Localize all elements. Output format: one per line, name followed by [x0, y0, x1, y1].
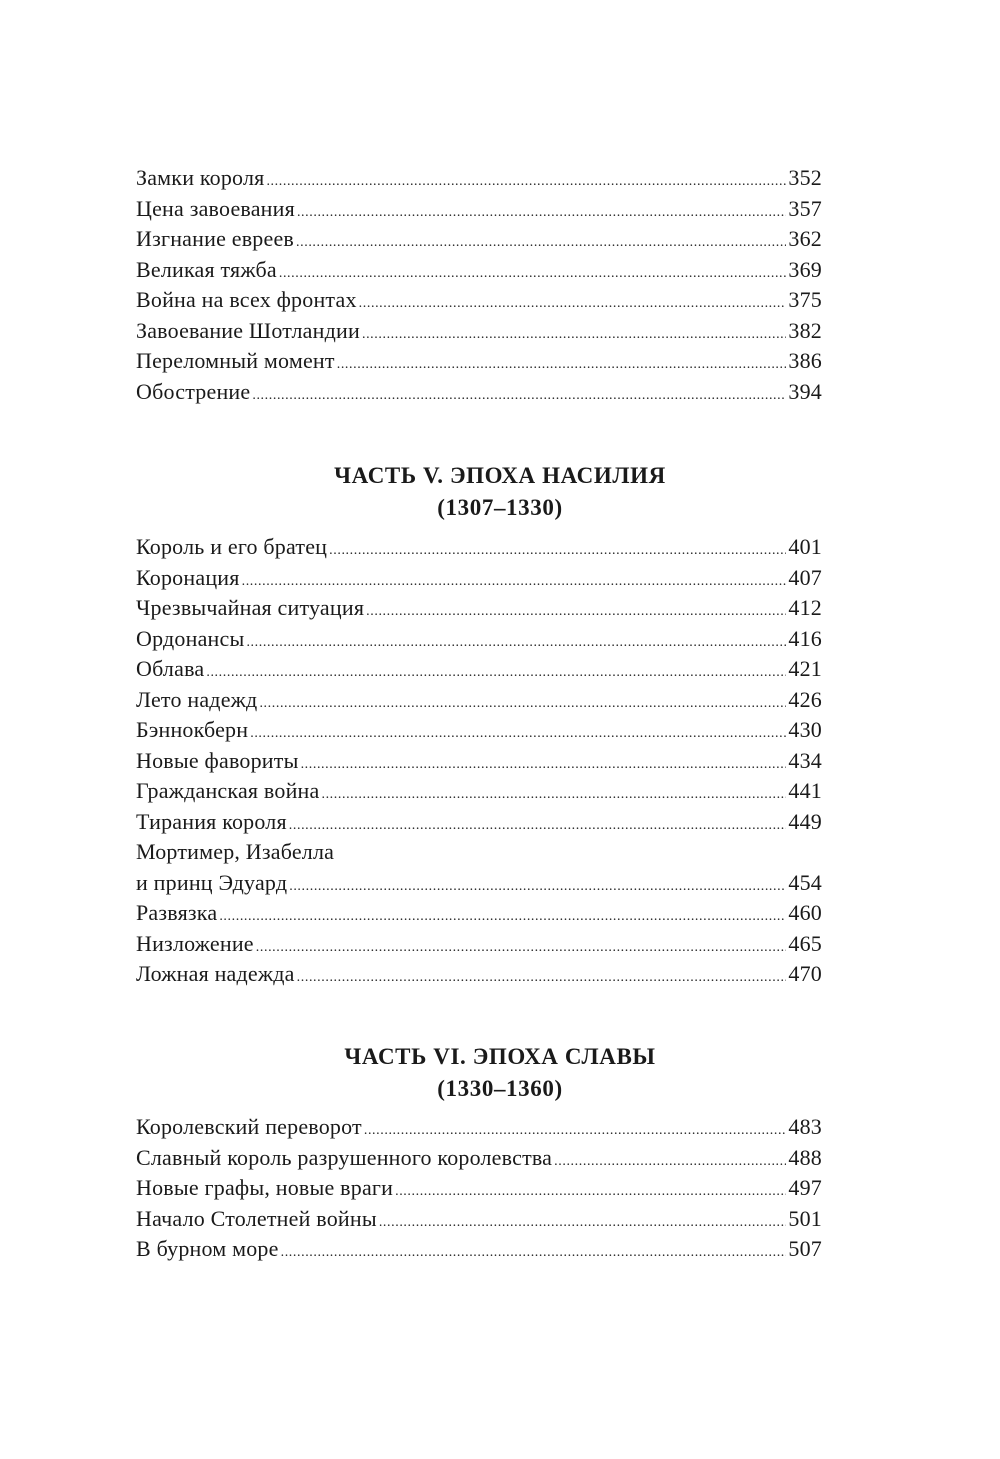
toc-list-top — [136, 163, 822, 407]
toc-entry-page: 488 — [788, 1144, 822, 1170]
leader-dots — [554, 1147, 786, 1178]
leader-dots — [337, 350, 787, 381]
toc-entry-page: 369 — [788, 256, 822, 282]
leader-dots — [366, 597, 786, 628]
toc-entry-title: Ордонансы — [136, 625, 245, 651]
toc-list-part-5 — [136, 532, 822, 990]
toc-entry — [136, 224, 822, 255]
toc-entry-page: 434 — [788, 747, 822, 773]
leader-dots — [359, 289, 787, 320]
toc-entry-page: 470 — [788, 961, 822, 986]
toc-entry — [136, 1173, 822, 1204]
leader-dots — [289, 811, 787, 842]
toc-entry-page: 507 — [788, 1236, 822, 1261]
leader-dots — [252, 381, 786, 412]
leader-dots — [329, 536, 786, 567]
toc-entry — [136, 532, 822, 563]
toc-entry-page: 449 — [788, 808, 822, 834]
toc-entry-title: Низложение — [136, 930, 254, 956]
leader-dots — [296, 228, 786, 259]
toc-entry — [136, 1234, 822, 1265]
toc-entry-title: Тирания короля — [136, 808, 287, 834]
toc-entry-page: 412 — [788, 595, 822, 620]
leader-dots — [362, 320, 786, 351]
toc-entry-page: 386 — [788, 348, 822, 373]
toc-entry — [136, 563, 822, 594]
toc-entry-page: 375 — [788, 287, 822, 312]
toc-entry-title-line1: Мортимер, Изабелла — [136, 839, 335, 864]
toc-entry-title: Чрезвычайная ситуация — [136, 595, 365, 620]
toc-entry-title: Новые графы, новые враги — [136, 1175, 394, 1200]
toc-entry-title: Облава — [136, 656, 205, 681]
toc-entry — [136, 685, 822, 716]
toc-entry-title: и принц Эдуард — [136, 869, 288, 895]
toc-entry-title: Начало Столетней войны — [136, 1205, 377, 1231]
toc-entry-title: Славный король разрушенного королевства — [136, 1144, 553, 1170]
toc-entry-title: Бэннокберн — [136, 717, 249, 742]
toc-entry-page: 421 — [788, 656, 822, 681]
leader-dots — [395, 1177, 786, 1208]
part-heading — [0, 460, 1000, 524]
toc-entry-page: 382 — [788, 317, 822, 343]
toc-entry-title: Гражданская война — [136, 778, 320, 803]
toc-entry-title: Королевский переворот — [136, 1114, 362, 1139]
toc-entry-title: Изгнание евреев — [136, 226, 295, 251]
toc-entry-title: Великая тяжба — [136, 256, 277, 282]
toc-entry-page: 430 — [788, 717, 822, 742]
toc-entry-title: Развязка — [136, 900, 218, 925]
part-years: (1307–1330) — [437, 495, 563, 520]
leader-dots — [297, 963, 787, 994]
leader-dots — [256, 933, 787, 964]
toc-entry — [136, 316, 822, 347]
toc-entry-page: 407 — [788, 564, 822, 590]
toc-entry-title: Завоевание Шотландии — [136, 317, 360, 343]
toc-entry-page: 362 — [788, 226, 822, 251]
leader-dots — [219, 902, 786, 933]
toc-entry — [136, 593, 822, 624]
toc-entry — [136, 715, 822, 746]
toc-entry — [136, 959, 822, 990]
toc-entry-title: Король и его братец — [136, 534, 328, 559]
toc-entry-page: 460 — [788, 900, 822, 925]
toc-entry — [136, 1112, 822, 1143]
toc-entry — [136, 654, 822, 685]
toc-entry — [136, 776, 822, 807]
toc-entry — [136, 929, 822, 960]
leader-dots — [206, 658, 786, 689]
toc-entry-page: 426 — [788, 686, 822, 712]
toc-entry — [136, 807, 822, 838]
toc-entry-title: Переломный момент — [136, 348, 335, 373]
toc-entry — [136, 255, 822, 286]
leader-dots — [259, 689, 786, 720]
toc-entry-title: Ложная надежда — [136, 961, 295, 986]
toc-entry — [136, 163, 822, 194]
part-heading — [0, 1041, 1000, 1105]
toc-entry-page: 394 — [788, 378, 822, 404]
toc-entry-title: Цена завоевания — [136, 195, 295, 221]
toc-entry — [136, 898, 822, 929]
toc-entry — [136, 868, 822, 899]
part-title: ЧАСТЬ V. ЭПОХА НАСИЛИЯ — [334, 463, 666, 488]
leader-dots — [246, 628, 786, 659]
toc-entry-page: 352 — [788, 165, 822, 190]
toc-entry-page: 357 — [788, 195, 822, 221]
toc-entry-title: Замки короля — [136, 165, 265, 190]
leader-dots — [301, 750, 787, 781]
toc-entry — [136, 1204, 822, 1235]
toc-entry — [136, 194, 822, 225]
toc-entry-title: Лето надежд — [136, 686, 258, 712]
toc-entry-page: 465 — [788, 930, 822, 956]
toc-entry-page: 401 — [788, 534, 822, 559]
leader-dots — [281, 1238, 787, 1269]
toc-entry-title: Война на всех фронтах — [136, 287, 357, 312]
part-title: ЧАСТЬ VI. ЭПОХА СЛАВЫ — [344, 1044, 656, 1069]
toc-entry — [136, 285, 822, 316]
toc-entry-title: Обострение — [136, 378, 251, 404]
toc-entry — [136, 746, 822, 777]
leader-dots — [289, 872, 786, 903]
toc-list-part-6 — [136, 1112, 822, 1265]
toc-entry — [136, 346, 822, 377]
toc-entry-title: Новые фавориты — [136, 747, 299, 773]
leader-dots — [266, 167, 786, 198]
toc-entry-page: 416 — [788, 625, 822, 651]
leader-dots — [379, 1208, 787, 1239]
leader-dots — [297, 198, 786, 229]
toc-entry-page: 454 — [788, 869, 822, 895]
toc-entry-page: 483 — [788, 1114, 822, 1139]
toc-entry — [136, 377, 822, 408]
toc-entry-title: Коронация — [136, 564, 240, 590]
part-years: (1330–1360) — [437, 1076, 563, 1101]
toc-entry-page: 441 — [788, 778, 822, 803]
leader-dots — [321, 780, 786, 811]
toc-entry-title: В бурном море — [136, 1236, 279, 1261]
toc-entry — [136, 624, 822, 655]
leader-dots — [250, 719, 786, 750]
toc-entry — [136, 1143, 822, 1174]
toc-entry-page: 497 — [788, 1175, 822, 1200]
toc-entry-page: 501 — [788, 1205, 822, 1231]
